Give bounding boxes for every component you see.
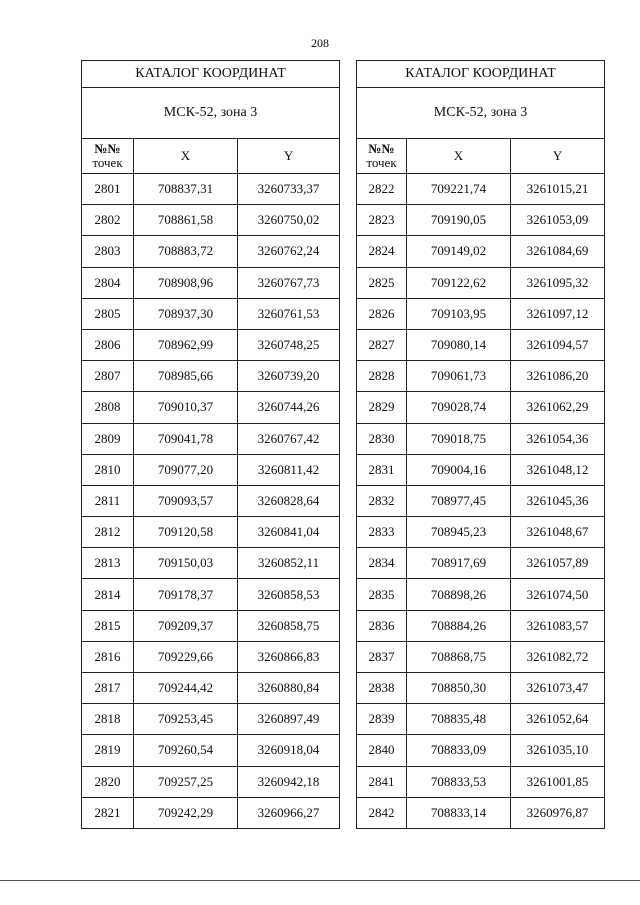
x-coordinate-cell: 709178,37 bbox=[134, 579, 238, 610]
x-coordinate-cell: 708837,31 bbox=[134, 174, 238, 205]
y-coordinate-cell: 3260866,83 bbox=[238, 641, 340, 672]
y-coordinate-cell: 3260852,11 bbox=[238, 548, 340, 579]
x-coordinate-cell: 708835,48 bbox=[407, 704, 511, 735]
table-row bbox=[82, 673, 340, 704]
x-coordinate-cell: 708985,66 bbox=[134, 361, 238, 392]
x-coordinate-cell: 709028,74 bbox=[407, 392, 511, 423]
point-number-cell: 2826 bbox=[357, 298, 407, 329]
point-number-cell: 2809 bbox=[82, 423, 134, 454]
table-row bbox=[82, 517, 340, 548]
point-number-cell: 2841 bbox=[357, 766, 407, 797]
x-coordinate-cell: 709093,57 bbox=[134, 485, 238, 516]
y-coordinate-cell: 3260897,49 bbox=[238, 704, 340, 735]
y-coordinate-cell: 3260858,75 bbox=[238, 610, 340, 641]
x-coordinate-cell: 708850,30 bbox=[407, 673, 511, 704]
y-coordinate-cell: 3260966,27 bbox=[238, 797, 340, 828]
y-coordinate-cell: 3260918,04 bbox=[238, 735, 340, 766]
point-number-cell: 2812 bbox=[82, 517, 134, 548]
column-header-point-number bbox=[357, 139, 407, 174]
point-number-cell: 2807 bbox=[82, 361, 134, 392]
point-number-cell: 2825 bbox=[357, 267, 407, 298]
x-coordinate-cell: 708833,53 bbox=[407, 766, 511, 797]
column-header-num-line2: точек bbox=[92, 155, 123, 170]
point-number-cell: 2814 bbox=[82, 579, 134, 610]
point-number-cell: 2827 bbox=[357, 329, 407, 360]
table-row bbox=[357, 205, 605, 236]
table-row bbox=[357, 579, 605, 610]
x-coordinate-cell: 708945,23 bbox=[407, 517, 511, 548]
table-row bbox=[357, 610, 605, 641]
x-coordinate-cell: 709242,29 bbox=[134, 797, 238, 828]
y-coordinate-cell: 3260750,02 bbox=[238, 205, 340, 236]
column-header-num-line1: №№ bbox=[94, 141, 121, 156]
x-coordinate-cell: 708883,72 bbox=[134, 236, 238, 267]
y-coordinate-cell: 3261097,12 bbox=[511, 298, 605, 329]
table-row bbox=[357, 454, 605, 485]
point-number-cell: 2832 bbox=[357, 485, 407, 516]
point-number-cell: 2806 bbox=[82, 329, 134, 360]
point-number-cell: 2803 bbox=[82, 236, 134, 267]
point-number-cell: 2817 bbox=[82, 673, 134, 704]
coordinate-catalog-left bbox=[81, 60, 340, 829]
y-coordinate-cell: 3260744,26 bbox=[238, 392, 340, 423]
y-coordinate-cell: 3260767,42 bbox=[238, 423, 340, 454]
x-coordinate-cell: 709229,66 bbox=[134, 641, 238, 672]
x-coordinate-cell: 708898,26 bbox=[407, 579, 511, 610]
y-coordinate-cell: 3260748,25 bbox=[238, 329, 340, 360]
y-coordinate-cell: 3261074,50 bbox=[511, 579, 605, 610]
point-number-cell: 2838 bbox=[357, 673, 407, 704]
point-number-cell: 2835 bbox=[357, 579, 407, 610]
point-number-cell: 2805 bbox=[82, 298, 134, 329]
y-coordinate-cell: 3260739,20 bbox=[238, 361, 340, 392]
x-coordinate-cell: 709257,25 bbox=[134, 766, 238, 797]
column-header-y: Y bbox=[238, 139, 340, 174]
x-coordinate-cell: 709061,73 bbox=[407, 361, 511, 392]
table-row bbox=[82, 361, 340, 392]
point-number-cell: 2813 bbox=[82, 548, 134, 579]
x-coordinate-cell: 709253,45 bbox=[134, 704, 238, 735]
x-coordinate-cell: 708917,69 bbox=[407, 548, 511, 579]
y-coordinate-cell: 3260733,37 bbox=[238, 174, 340, 205]
x-coordinate-cell: 709004,16 bbox=[407, 454, 511, 485]
x-coordinate-cell: 709103,95 bbox=[407, 298, 511, 329]
table-row bbox=[82, 267, 340, 298]
table-row bbox=[357, 548, 605, 579]
table-row bbox=[82, 704, 340, 735]
y-coordinate-cell: 3260761,53 bbox=[238, 298, 340, 329]
y-coordinate-cell: 3260841,04 bbox=[238, 517, 340, 548]
x-coordinate-cell: 709041,78 bbox=[134, 423, 238, 454]
y-coordinate-cell: 3260858,53 bbox=[238, 579, 340, 610]
y-coordinate-cell: 3261001,85 bbox=[511, 766, 605, 797]
table-row bbox=[357, 267, 605, 298]
table-row bbox=[82, 423, 340, 454]
table-row bbox=[82, 205, 340, 236]
table-row bbox=[357, 735, 605, 766]
y-coordinate-cell: 3260767,73 bbox=[238, 267, 340, 298]
table-row bbox=[82, 766, 340, 797]
table-row bbox=[82, 392, 340, 423]
table-row bbox=[82, 236, 340, 267]
point-number-cell: 2819 bbox=[82, 735, 134, 766]
table-row bbox=[357, 673, 605, 704]
point-number-cell: 2824 bbox=[357, 236, 407, 267]
point-number-cell: 2820 bbox=[82, 766, 134, 797]
y-coordinate-cell: 3261062,29 bbox=[511, 392, 605, 423]
footer-divider bbox=[0, 880, 640, 881]
x-coordinate-cell: 708833,14 bbox=[407, 797, 511, 828]
y-coordinate-cell: 3260880,84 bbox=[238, 673, 340, 704]
table-row bbox=[357, 485, 605, 516]
table-row bbox=[82, 579, 340, 610]
y-coordinate-cell: 3261057,89 bbox=[511, 548, 605, 579]
x-coordinate-cell: 709150,03 bbox=[134, 548, 238, 579]
y-coordinate-cell: 3261048,67 bbox=[511, 517, 605, 548]
x-coordinate-cell: 709122,62 bbox=[407, 267, 511, 298]
point-number-cell: 2802 bbox=[82, 205, 134, 236]
table-row bbox=[357, 298, 605, 329]
table-row bbox=[82, 174, 340, 205]
y-coordinate-cell: 3261095,32 bbox=[511, 267, 605, 298]
y-coordinate-cell: 3261052,64 bbox=[511, 704, 605, 735]
table-row bbox=[357, 766, 605, 797]
table-row bbox=[357, 361, 605, 392]
table-row bbox=[357, 423, 605, 454]
x-coordinate-cell: 709244,42 bbox=[134, 673, 238, 704]
x-coordinate-cell: 709077,20 bbox=[134, 454, 238, 485]
point-number-cell: 2811 bbox=[82, 485, 134, 516]
point-number-cell: 2830 bbox=[357, 423, 407, 454]
catalog-title: КАТАЛОГ КООРДИНАТ bbox=[357, 61, 605, 88]
x-coordinate-cell: 709190,05 bbox=[407, 205, 511, 236]
x-coordinate-cell: 708962,99 bbox=[134, 329, 238, 360]
table-row bbox=[357, 174, 605, 205]
table-row bbox=[82, 298, 340, 329]
point-number-cell: 2831 bbox=[357, 454, 407, 485]
table-row bbox=[82, 548, 340, 579]
point-number-cell: 2823 bbox=[357, 205, 407, 236]
y-coordinate-cell: 3260811,42 bbox=[238, 454, 340, 485]
point-number-cell: 2834 bbox=[357, 548, 407, 579]
column-header-num-line2: точек bbox=[366, 155, 397, 170]
x-coordinate-cell: 708861,58 bbox=[134, 205, 238, 236]
x-coordinate-cell: 709080,14 bbox=[407, 329, 511, 360]
x-coordinate-cell: 709018,75 bbox=[407, 423, 511, 454]
point-number-cell: 2840 bbox=[357, 735, 407, 766]
table-row bbox=[82, 610, 340, 641]
x-coordinate-cell: 709120,58 bbox=[134, 517, 238, 548]
y-coordinate-cell: 3261083,57 bbox=[511, 610, 605, 641]
y-coordinate-cell: 3261073,47 bbox=[511, 673, 605, 704]
point-number-cell: 2808 bbox=[82, 392, 134, 423]
y-coordinate-cell: 3260762,24 bbox=[238, 236, 340, 267]
x-coordinate-cell: 709149,02 bbox=[407, 236, 511, 267]
point-number-cell: 2836 bbox=[357, 610, 407, 641]
point-number-cell: 2816 bbox=[82, 641, 134, 672]
table-row bbox=[357, 797, 605, 828]
column-header-x: X bbox=[407, 139, 511, 174]
point-number-cell: 2842 bbox=[357, 797, 407, 828]
table-row bbox=[357, 329, 605, 360]
x-coordinate-cell: 709010,37 bbox=[134, 392, 238, 423]
page-number: 208 bbox=[311, 36, 329, 50]
column-header-num-line1: №№ bbox=[368, 141, 395, 156]
x-coordinate-cell: 708977,45 bbox=[407, 485, 511, 516]
table-row bbox=[82, 641, 340, 672]
point-number-cell: 2804 bbox=[82, 267, 134, 298]
table-row bbox=[82, 485, 340, 516]
x-coordinate-cell: 708937,30 bbox=[134, 298, 238, 329]
point-number-cell: 2828 bbox=[357, 361, 407, 392]
x-coordinate-cell: 708833,09 bbox=[407, 735, 511, 766]
catalog-subtitle: МСК-52, зона 3 bbox=[357, 88, 605, 139]
y-coordinate-cell: 3260828,64 bbox=[238, 485, 340, 516]
table-row bbox=[82, 797, 340, 828]
point-number-cell: 2833 bbox=[357, 517, 407, 548]
table-row bbox=[82, 454, 340, 485]
table-row bbox=[82, 735, 340, 766]
column-header-x: X bbox=[134, 139, 238, 174]
x-coordinate-cell: 708884,26 bbox=[407, 610, 511, 641]
y-coordinate-cell: 3260976,87 bbox=[511, 797, 605, 828]
catalog-title: КАТАЛОГ КООРДИНАТ bbox=[82, 61, 340, 88]
x-coordinate-cell: 708868,75 bbox=[407, 641, 511, 672]
point-number-cell: 2837 bbox=[357, 641, 407, 672]
y-coordinate-cell: 3261053,09 bbox=[511, 205, 605, 236]
column-header-point-number bbox=[82, 139, 134, 174]
y-coordinate-cell: 3261045,36 bbox=[511, 485, 605, 516]
y-coordinate-cell: 3261054,36 bbox=[511, 423, 605, 454]
column-header-y: Y bbox=[511, 139, 605, 174]
y-coordinate-cell: 3261084,69 bbox=[511, 236, 605, 267]
y-coordinate-cell: 3261048,12 bbox=[511, 454, 605, 485]
point-number-cell: 2839 bbox=[357, 704, 407, 735]
y-coordinate-cell: 3261086,20 bbox=[511, 361, 605, 392]
point-number-cell: 2821 bbox=[82, 797, 134, 828]
x-coordinate-cell: 709221,74 bbox=[407, 174, 511, 205]
catalog-subtitle: МСК-52, зона 3 bbox=[82, 88, 340, 139]
table-row bbox=[357, 517, 605, 548]
y-coordinate-cell: 3261082,72 bbox=[511, 641, 605, 672]
point-number-cell: 2822 bbox=[357, 174, 407, 205]
point-number-cell: 2810 bbox=[82, 454, 134, 485]
y-coordinate-cell: 3261015,21 bbox=[511, 174, 605, 205]
table-row bbox=[82, 329, 340, 360]
table-row bbox=[357, 392, 605, 423]
point-number-cell: 2801 bbox=[82, 174, 134, 205]
point-number-cell: 2815 bbox=[82, 610, 134, 641]
x-coordinate-cell: 708908,96 bbox=[134, 267, 238, 298]
table-row bbox=[357, 704, 605, 735]
point-number-cell: 2818 bbox=[82, 704, 134, 735]
x-coordinate-cell: 709260,54 bbox=[134, 735, 238, 766]
table-row bbox=[357, 641, 605, 672]
table-row bbox=[357, 236, 605, 267]
x-coordinate-cell: 709209,37 bbox=[134, 610, 238, 641]
y-coordinate-cell: 3260942,18 bbox=[238, 766, 340, 797]
y-coordinate-cell: 3261094,57 bbox=[511, 329, 605, 360]
coordinate-catalog-right bbox=[356, 60, 605, 829]
y-coordinate-cell: 3261035,10 bbox=[511, 735, 605, 766]
point-number-cell: 2829 bbox=[357, 392, 407, 423]
